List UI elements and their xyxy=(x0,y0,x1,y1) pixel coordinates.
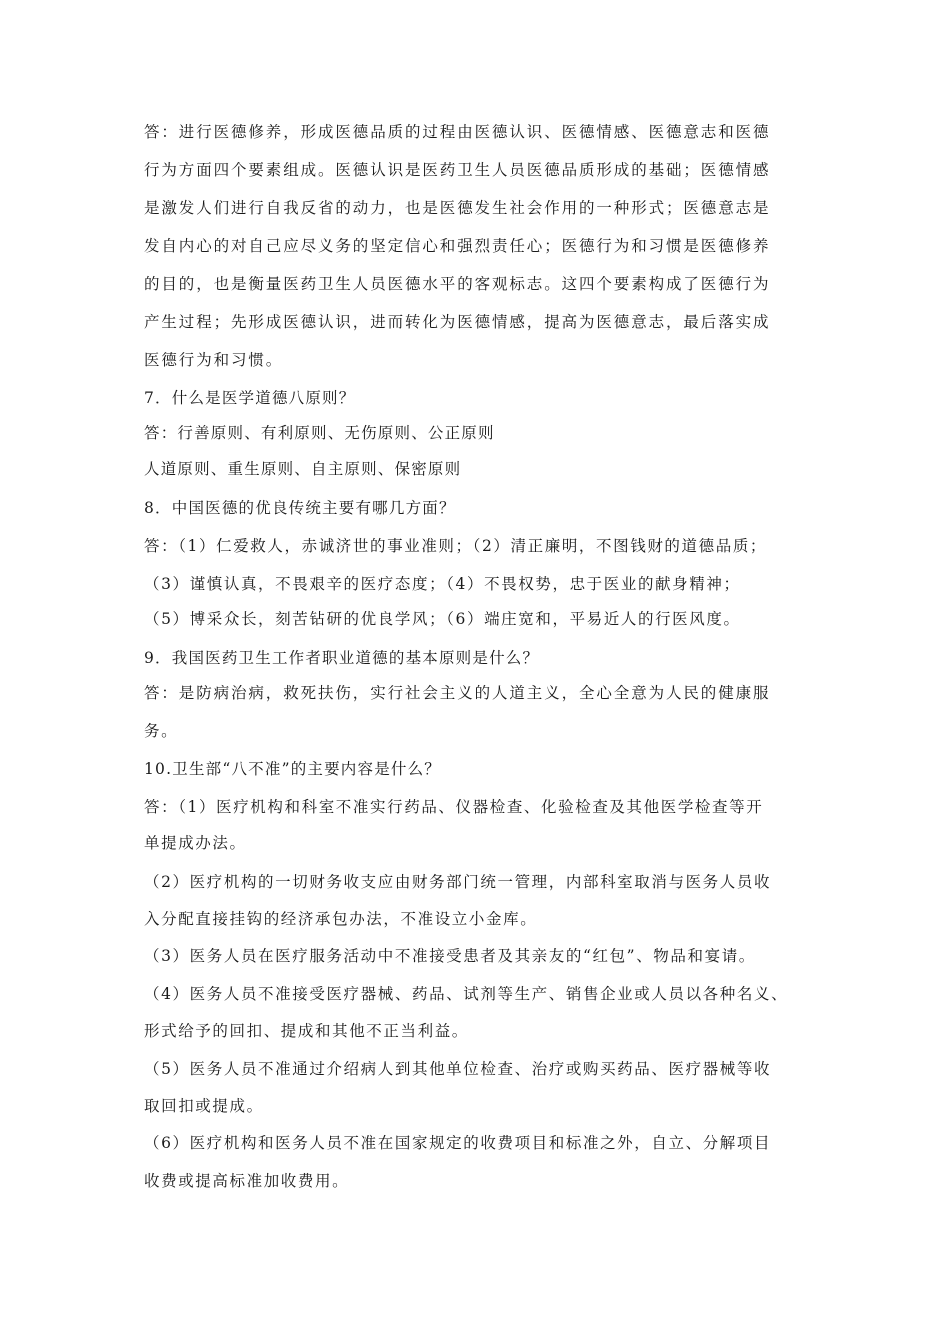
answer-10-line-9: 取回扣或提成。 xyxy=(144,1097,264,1115)
answer-9-line-2: 务。 xyxy=(144,722,179,740)
answer-6-line-6: 产生过程；先形成医德认识，进而转化为医德情感，提高为医德意志，最后落实成 xyxy=(144,313,771,331)
question-7: 7．什么是医学道德八原则？ xyxy=(144,389,356,407)
answer-6-line-4: 发自内心的对自己应尽义务的坚定信心和强烈责任心；医德行为和习惯是医德修养 xyxy=(144,237,771,255)
answer-8-line-3: （5）博采众长，刻苦钻研的优良学风；（6）端庄宽和，平易近人的行医风度。 xyxy=(144,610,741,628)
answer-10-line-8: （5）医务人员不准通过介绍病人到其他单位检查、治疗或购买药品、医疗器械等收 xyxy=(144,1060,772,1078)
question-9: 9．我国医药卫生工作者职业道德的基本原则是什么？ xyxy=(144,649,540,667)
answer-7-line-2: 人道原则、重生原则、自主原则、保密原则 xyxy=(144,460,462,478)
answer-6-line-5: 的目的，也是衡量医药卫生人员医德水平的客观标志。这四个要素构成了医德行为 xyxy=(144,275,771,293)
answer-6-line-2: 行为方面四个要素组成。医德认识是医药卫生人员医德品质形成的基础；医德情感 xyxy=(144,161,771,179)
answer-10-line-6: （4）医务人员不准接受医疗器械、药品、试剂等生产、销售企业或人员以各种名义、 xyxy=(144,985,789,1003)
answer-10-line-11: 收费或提高标准加收费用。 xyxy=(144,1172,350,1190)
answer-6-line-7: 医德行为和习惯。 xyxy=(144,351,284,369)
answer-7-line-1: 答：行善原则、有利原则、无伤原则、公正原则 xyxy=(144,424,495,442)
answer-10-line-1: 答：（1）医疗机构和科室不准实行药品、仪器检查、化验检查及其他医学检查等开 xyxy=(144,798,764,816)
answer-8-line-2: （3）谨慎认真，不畏艰辛的医疗态度；（4）不畏权势，忠于医业的献身精神； xyxy=(144,575,741,593)
answer-6-line-3: 是激发人们进行自我反省的动力，也是医德发生社会作用的一种形式；医德意志是 xyxy=(144,199,771,217)
answer-10-line-3: （2）医疗机构的一切财务收支应由财务部门统一管理，内部科室取消与医务人员收 xyxy=(144,873,772,891)
answer-8-line-1: 答：（1）仁爱救人，赤诚济世的事业准则；（2）清正廉明，不图钱财的道德品质； xyxy=(144,537,768,555)
answer-10-line-10: （6）医疗机构和医务人员不准在国家规定的收费项目和标准之外，自立、分解项目 xyxy=(144,1134,772,1152)
answer-10-line-7: 形式给予的回扣、提成和其他不正当利益。 xyxy=(144,1022,469,1040)
question-10: 10.卫生部“八不准”的主要内容是什么？ xyxy=(144,760,441,778)
answer-10-line-5: （3）医务人员在医疗服务活动中不准接受患者及其亲友的“红包”、物品和宴请。 xyxy=(144,947,756,965)
answer-6-line-1: 答：进行医德修养，形成医德品质的过程由医德认识、医德情感、医德意志和医德 xyxy=(144,123,771,141)
answer-10-line-2: 单提成办法。 xyxy=(144,834,247,852)
answer-9-line-1: 答：是防病治病，救死扶伤，实行社会主义的人道主义，全心全意为人民的健康服 xyxy=(144,684,771,702)
question-8: 8．中国医德的优良传统主要有哪几方面？ xyxy=(144,499,456,517)
answer-10-line-4: 入分配直接挂钩的经济承包办法，不准设立小金库。 xyxy=(144,910,538,928)
